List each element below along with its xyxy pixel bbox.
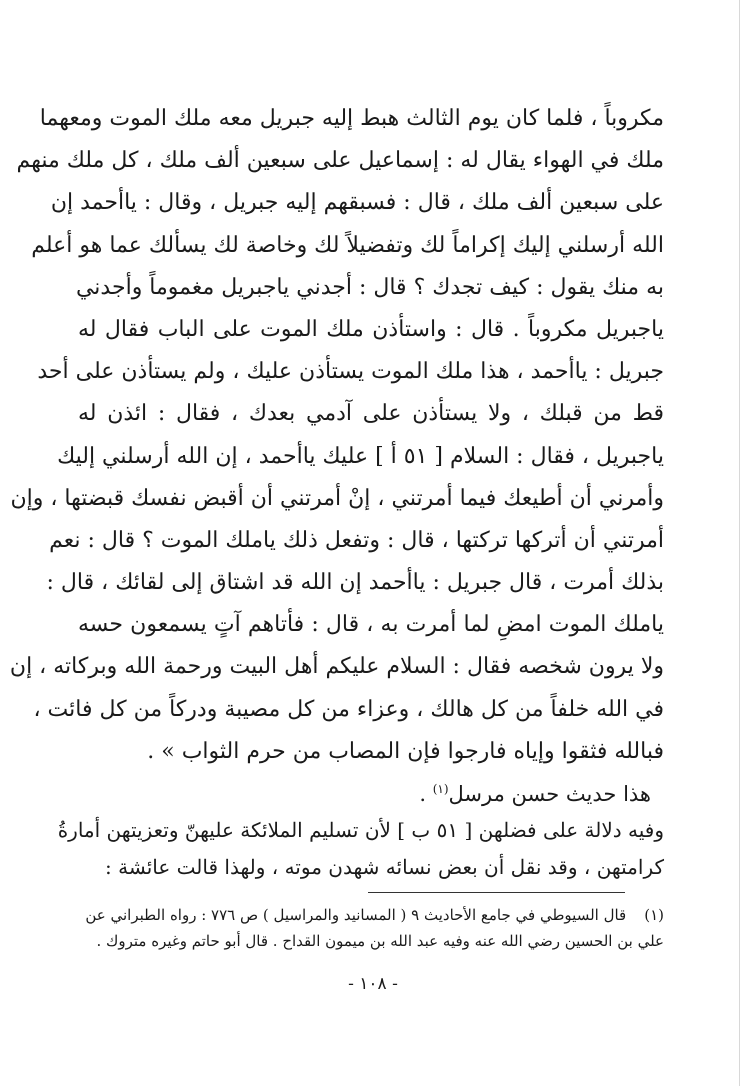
text-line: ياجبريل مكروباً . قال : واستأذن ملك الموت على الباب فقال له — [78, 316, 664, 342]
text-line: الله أرسلني إليك إكراماً لك وتفضيلاً لك وخاصة لك يسألك عما هو أعلم — [31, 232, 664, 258]
text-line: ملك في الهواء يقال له : إسماعيل على سبعين ألف ملك ، كل ملك منهم — [16, 148, 664, 174]
text-line: أمرتني أن أتركها تركتها ، قال : وتفعل ذلك ياملك الموت ؟ قال : نعم — [49, 527, 664, 553]
main-paragraph — [9, 98, 664, 773]
footnote-reference: (١) — [432, 782, 449, 796]
text-line: قط من قبلك ، ولا يستأذن على آدمي بعدك ، فقال : ائذن له — [78, 401, 664, 427]
text-line: على سبعين ألف ملك ، قال : فسبقهم إليه جبريل ، وقال : ياأحمد إن — [50, 190, 664, 216]
text-line: فبالله فثقوا وإياه فارجوا فإن المصاب من حرم الثواب » . — [147, 738, 664, 764]
text-line: ياجبريل ، فقال : السلام [ ٥١ أ ] عليك ياأحمد ، إن الله أرسلني إليك — [57, 443, 664, 469]
text-line: به منك يقول : كيف تجدك ؟ قال : أجدني ياجبريل مغموماً وأجدني — [75, 274, 664, 300]
text-line: بذلك أمرت ، قال جبريل : ياأحمد إن الله قد اشتاق إلى لقائك ، قال : — [46, 570, 664, 596]
text-line: وفيه دلالة على فضلهن [ ٥١ ب ] لأن تسليم الملائكة عليهنّ وتعزيتهن أمارةُ — [57, 818, 664, 842]
second-paragraph — [57, 812, 664, 886]
footnote-line: علي بن الحسين رضي الله عنه وفيه عبد الله بن ميمون القداح . قال أبو حاتم وغيره متروك . — [96, 932, 664, 950]
footnote-number: (١) — [644, 906, 664, 924]
hadith-grade-line — [419, 768, 651, 815]
text-line: ولا يرون شخصه فقال : السلام عليكم أهل البيت ورحمة الله وبركاته ، إن — [9, 654, 664, 680]
text-line: جبريل : ياأحمد ، هذا ملك الموت يستأذن عليك ، ولم يستأذن على أحد — [37, 359, 664, 385]
text-line: ياملك الموت امضِ لما أمرت به ، قال : فأتاهم آتٍ يسمعون حسه — [78, 612, 664, 638]
text-line: وأمرني أن أطيعك فيما أمرتني ، إنْ أمرتني أن أقبض نفسك قبضتها ، وإن — [10, 485, 664, 511]
text-line: في الله خلفاً من كل هالك ، وعزاء من كل مصيبة ودركاً من كل فائت ، — [33, 696, 664, 722]
footnote-separator — [368, 892, 625, 893]
hadith-grade-text: هذا حديث حسن مرسل — [448, 782, 651, 806]
text-line: مكروباً ، فلما كان يوم الثالث هبط إليه جبريل معه ملك الموت ومعهما — [39, 106, 664, 131]
text-line: كرامتهن ، وقد نقل أن بعض نسائه شهدن موته ، ولهذا قالت عائشة : — [105, 855, 664, 879]
footnote-line — [78, 902, 664, 928]
footnote-text: قال السيوطي في جامع الأحاديث ٩ ( المسانيد والمراسيل ) ص ٧٧٦ : رواه الطبراني عن — [85, 906, 627, 924]
hadith-grade-end: . — [419, 782, 433, 806]
page-edge — [739, 0, 740, 1086]
footnotes — [78, 902, 664, 954]
page-number: - ١٠٨ - — [348, 974, 398, 994]
